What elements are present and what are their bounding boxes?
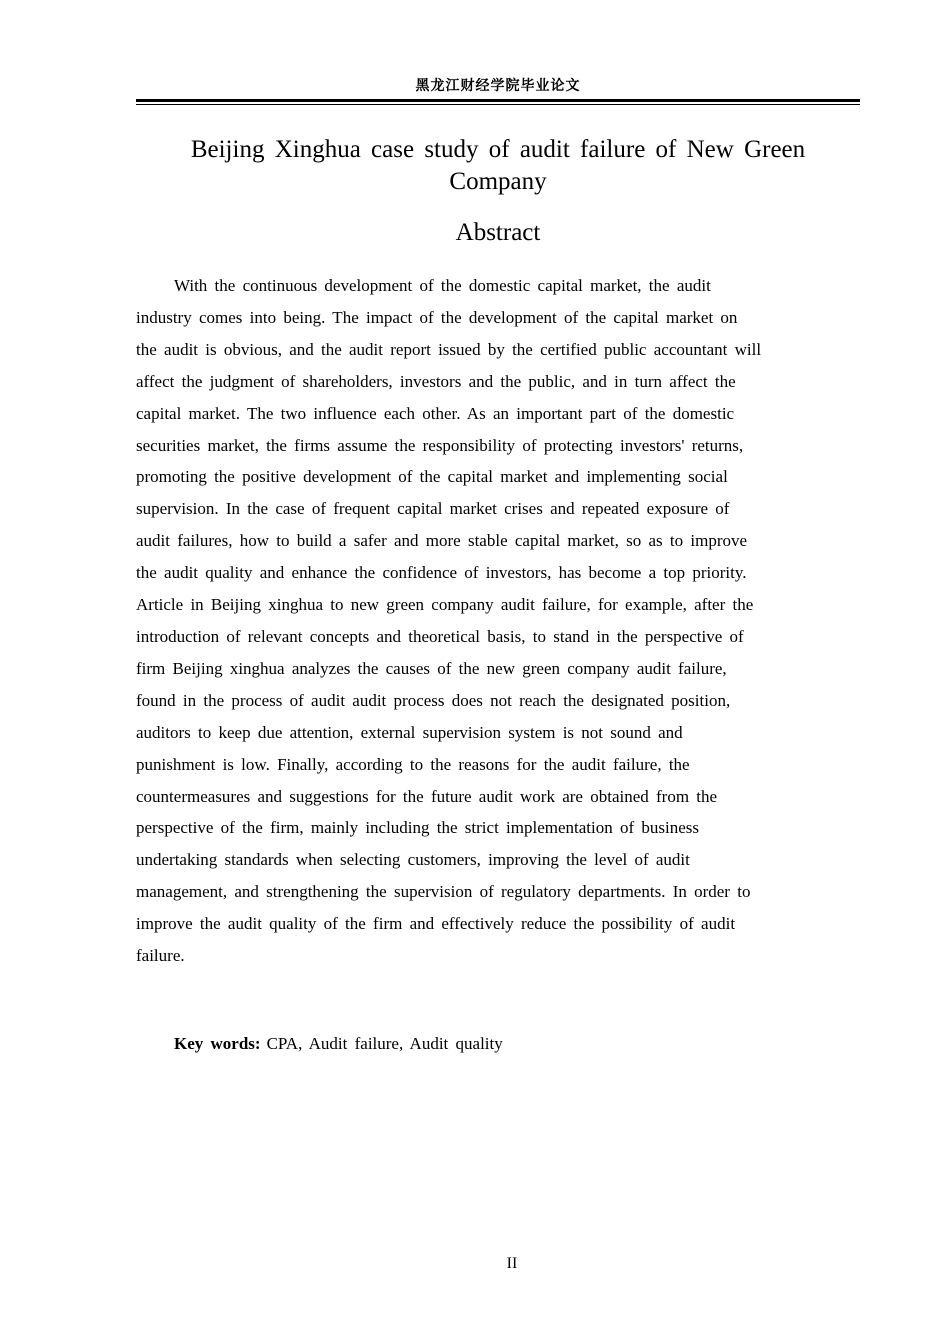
running-header: 黑龙江财经学院毕业论文 [415, 78, 581, 94]
abstract-line: management, and strengthening the supervision of regulatory departments. In order to [136, 882, 751, 902]
abstract-heading: Abstract [455, 219, 541, 246]
abstract-line: perspective of the firm, mainly including the strict implementation of business [136, 818, 700, 838]
title-line: Beijing Xinghua case study of audit failure of New Green [190, 136, 806, 163]
abstract-line: audit failures, how to build a safer and more stable capital market, so as to improve [136, 531, 748, 551]
abstract-line: countermeasures and suggestions for the future audit work are obtained from the [136, 786, 718, 806]
abstract-line: punishment is low. Finally, according to the reasons for the audit failure, the [136, 754, 690, 774]
abstract-line: firm Beijing xinghua analyzes the causes of the new green company audit failure, [136, 658, 727, 678]
page-number: II [506, 1255, 518, 1272]
keywords-label: Key words: [174, 1034, 261, 1053]
abstract-line: affect the judgment of shareholders, investors and the public, and in turn affect the [136, 371, 736, 391]
abstract-body [136, 270, 896, 972]
abstract-line: industry comes into being. The impact of the development of the capital market on [136, 307, 738, 327]
abstract-line: the audit quality and enhance the confidence of investors, has become a top priority. [136, 563, 747, 583]
title-line: Company [449, 168, 547, 195]
abstract-line: promoting the positive development of the capital market and implementing social [136, 467, 728, 487]
abstract-line: Article in Beijing xinghua to new green company audit failure, for example, after the [136, 595, 754, 615]
keywords [174, 1028, 503, 1060]
abstract-line: With the continuous development of the domestic capital market, the audit [174, 276, 711, 295]
abstract-line: introduction of relevant concepts and theoretical basis, to stand in the perspective of [136, 626, 744, 646]
paper-title [136, 134, 860, 198]
keywords-list: CPA, Audit failure, Audit quality [266, 1034, 503, 1053]
abstract-line: auditors to keep due attention, external supervision system is not sound and [136, 722, 683, 742]
abstract-line: failure. [136, 946, 185, 966]
header-double-rule [136, 99, 860, 105]
abstract-line: the audit is obvious, and the audit report issued by the certified public accountant will [136, 339, 762, 359]
abstract-line: capital market. The two influence each other. As an important part of the domestic [136, 403, 735, 423]
abstract-line: supervision. In the case of frequent capital market crises and repeated exposure of [136, 499, 730, 519]
abstract-line: found in the process of audit audit process does not reach the designated position, [136, 690, 731, 710]
abstract-line: undertaking standards when selecting customers, improving the level of audit [136, 850, 690, 870]
abstract-line: securities market, the firms assume the responsibility of protecting investors' returns, [136, 435, 744, 455]
abstract-line: improve the audit quality of the firm and effectively reduce the possibility of audit [136, 914, 736, 934]
